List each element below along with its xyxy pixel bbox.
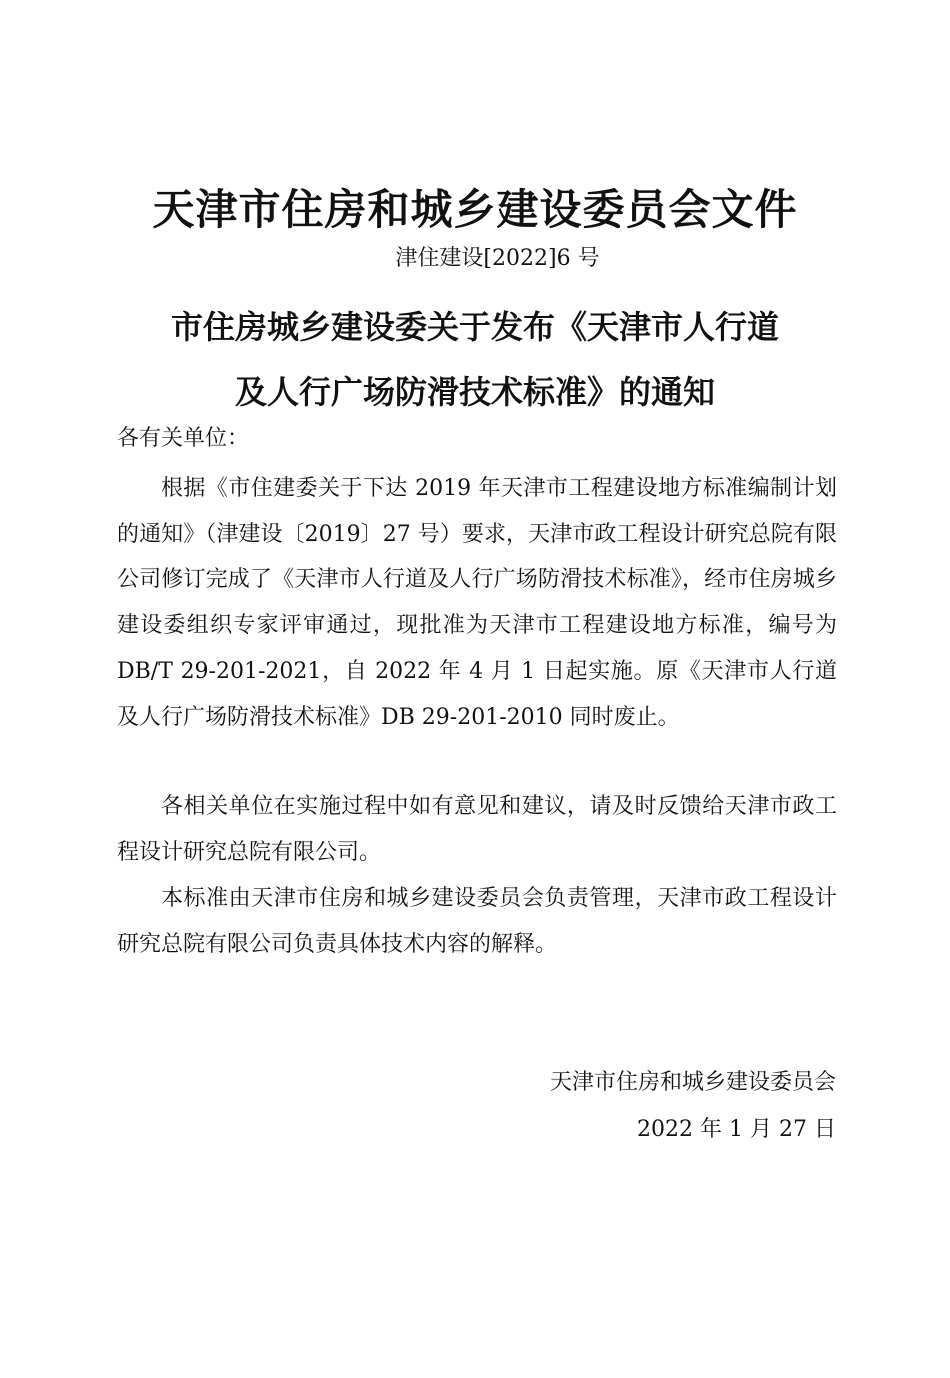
salutation: 各有关单位： [117, 426, 250, 451]
notice-title-line-2: 及人行广场防滑技术标准》的通知 [234, 373, 715, 411]
document-number: 津住建设[2022]6 号 [395, 246, 600, 271]
body-paragraph-3: 本标准由天津市住房和城乡建设委员会负责管理，天津市政工程设计研究总院有限公司负责具体技术内容的解释。 [117, 886, 837, 957]
notice-title-line-1: 市住房城乡建设委关于发布《天津市人行道 [170, 308, 779, 346]
body-paragraph-2: 各相关单位在实施过程中如有意见和建议，请及时反馈给天津市政工程设计研究总院有限公司。 [117, 794, 837, 865]
body-paragraph-1: 根据《市住建委关于下达 2019 年天津市工程建设地方标准编制计划的通知》（津建设〔2019〕27 号）要求，天津市政工程设计研究总院有限公司修订完成了《天津市人行道及人行广场防滑技术标准》，经市住房城乡建设委组织专家评审通过，现批准为天津市工程建设地方标准，编号为 DB/T 29-201-2021，自 2022 年 4 月 1 日起实施。原《天津市人行道及人行广场防滑技术标准》DB 29-201-2010 同时废止。 [117, 476, 837, 730]
signing-organization: 天津市住房和城乡建设委员会 [549, 1070, 836, 1095]
signing-date: 2022 年 1 月 27 日 [637, 1117, 836, 1142]
issuer-title: 天津市住房和城乡建设委员会文件 [152, 185, 798, 234]
